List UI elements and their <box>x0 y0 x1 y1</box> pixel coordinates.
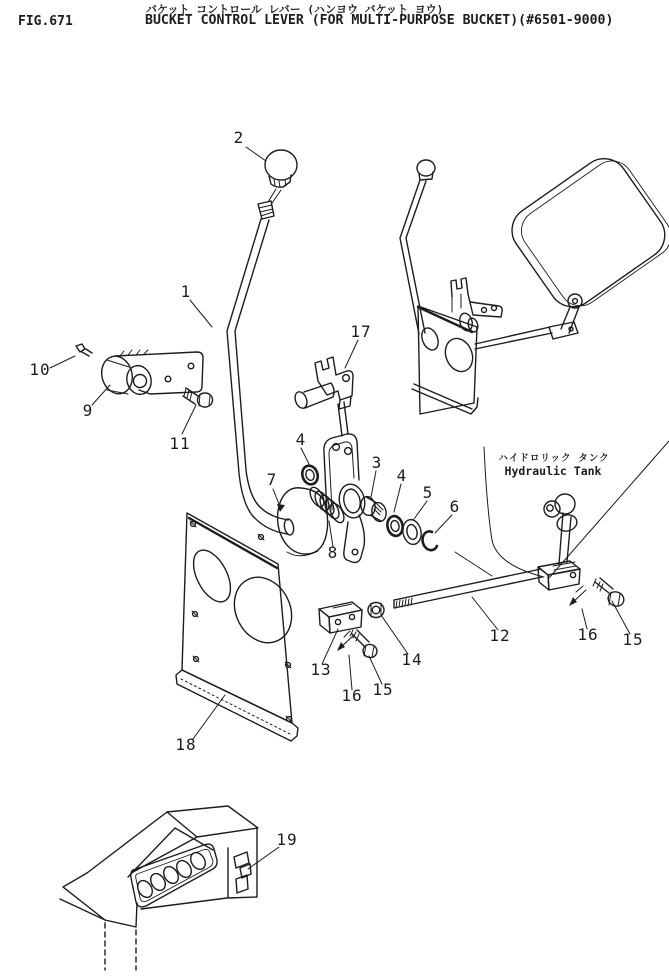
console-view <box>60 806 258 970</box>
callout-11: 11 <box>169 434 191 453</box>
callout-4-left: 4 <box>295 430 307 449</box>
part-15-bolt-center-drawing <box>350 630 379 660</box>
callout-9: 9 <box>82 401 94 420</box>
callout-4-right: 4 <box>396 466 408 485</box>
console-panel <box>131 844 217 907</box>
part-10-fitting-drawing <box>76 344 92 356</box>
page-title-japanese: バケット コントロール レバー (ハンヨウ バケット ヨウ) <box>146 3 444 16</box>
callout-10: 10 <box>29 360 51 379</box>
part-17-bracket-drawing <box>293 357 353 436</box>
part-12-rod-drawing <box>394 569 542 608</box>
callout-7: 7 <box>266 470 278 489</box>
assembled-rod <box>475 327 552 349</box>
callout-6: 6 <box>449 497 461 516</box>
part-5-washer-drawing <box>401 518 424 546</box>
callout-5: 5 <box>422 483 434 502</box>
figure-number: FIG.671 <box>18 14 73 29</box>
clevis-assembly-drawing <box>538 494 580 590</box>
part-4-washer-left-drawing <box>300 464 320 487</box>
page-title: BUCKET CONTROL LEVER (FOR MULTI-PURPOSE BUCKET)(#6501-9000) <box>145 13 614 28</box>
part-2-knob-drawing <box>265 150 297 203</box>
callout-15-right: 15 <box>622 630 644 649</box>
part-13-block-drawing <box>319 602 362 633</box>
callout-3: 3 <box>371 453 383 472</box>
callout-17: 17 <box>350 322 372 341</box>
part-15-bolt-right-drawing <box>593 578 626 609</box>
part-16-arrow-right-drawing <box>569 586 586 606</box>
callout-14: 14 <box>401 650 423 669</box>
part-4-washer-right-drawing <box>386 515 405 538</box>
assembled-view <box>400 147 669 414</box>
hydraulic-tank-label-ja: ハイドロリック タンク <box>498 453 610 464</box>
callout-labels <box>29 128 643 849</box>
callout-12: 12 <box>489 626 511 645</box>
part-18-plate-drawing <box>176 513 302 741</box>
tank-pivot <box>568 294 582 308</box>
callout-16-center: 16 <box>341 686 363 705</box>
part-1-lever-drawing <box>227 201 295 536</box>
callout-1: 1 <box>180 282 192 301</box>
part-6-snap-ring-drawing <box>423 531 437 550</box>
part-19-plates-drawing <box>234 852 251 893</box>
callout-13: 13 <box>310 660 332 679</box>
exploded-view <box>76 150 626 741</box>
tank-outline <box>503 147 669 319</box>
part-11-bolt-drawing <box>183 388 213 407</box>
callout-8: 8 <box>327 543 339 562</box>
callout-18: 18 <box>175 735 197 754</box>
callout-15-center: 15 <box>372 680 394 699</box>
callout-2: 2 <box>233 128 245 147</box>
callout-19: 19 <box>276 830 298 849</box>
part-9-bracket-drawing <box>98 350 203 397</box>
callout-16-right: 16 <box>577 625 599 644</box>
hydraulic-tank-label-en: Hydraulic Tank <box>504 464 602 478</box>
